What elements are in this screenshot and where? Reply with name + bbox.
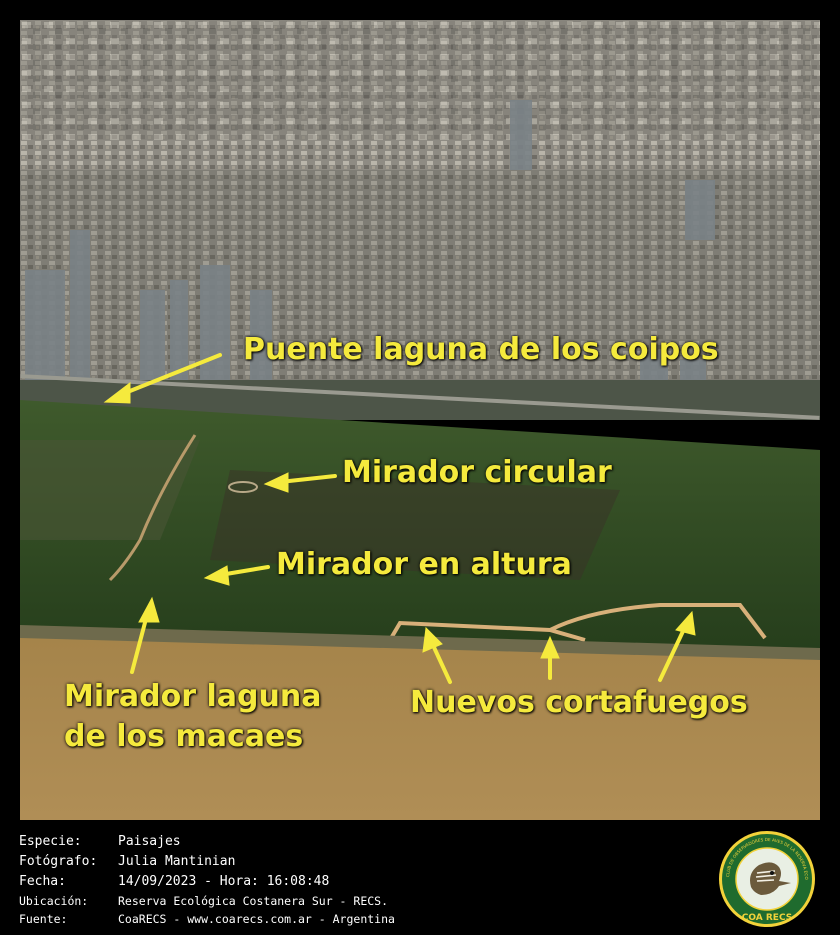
fuente-value: CoaRECS - www.coarecs.com.ar - Argentina: [118, 912, 395, 926]
annotation-mirador-circular: Mirador circular: [342, 455, 612, 490]
annotation-mirador-en-altura: Mirador en altura: [276, 547, 572, 582]
metadata-fotografo: [19, 852, 395, 872]
fuente-label: Fuente:: [19, 912, 68, 926]
fecha-label: Fecha:: [19, 874, 66, 889]
coarecs-logo: [717, 829, 817, 929]
fotografo-label: Fotógrafo:: [19, 854, 98, 869]
logo-name-text: COA RECS: [741, 913, 793, 923]
ubicacion-value: Reserva Ecológica Costanera Sur - RECS.: [118, 894, 389, 908]
metadata-fecha: [19, 872, 395, 892]
annotation-puente-laguna-coipos: Puente laguna de los coipos: [243, 332, 719, 367]
fecha-value: 14/09/2023 - Hora: 16:08:48: [118, 874, 330, 889]
aerial-photo: [20, 20, 820, 820]
ubicacion-label: Ubicación:: [19, 894, 89, 908]
logo-ring-text: CLUB DE OBSERVADORES DE AVES DE LA RESERVA ECO: [725, 836, 810, 880]
especie-value: Paisajes: [118, 834, 181, 849]
metadata-especie: [19, 832, 395, 852]
annotation-mirador-laguna-macaes-line1: Mirador laguna: [64, 679, 322, 714]
especie-label: Especie:: [19, 834, 82, 849]
fotografo-value: Julia Mantinian: [118, 854, 236, 869]
metadata-ubicacion: [19, 892, 395, 910]
annotation-mirador-laguna-macaes-line2: de los macaes: [64, 719, 304, 754]
metadata-fuente: [19, 910, 395, 928]
annotation-nuevos-cortafuegos: Nuevos cortafuegos: [410, 685, 748, 720]
photo-metadata: [19, 832, 395, 928]
